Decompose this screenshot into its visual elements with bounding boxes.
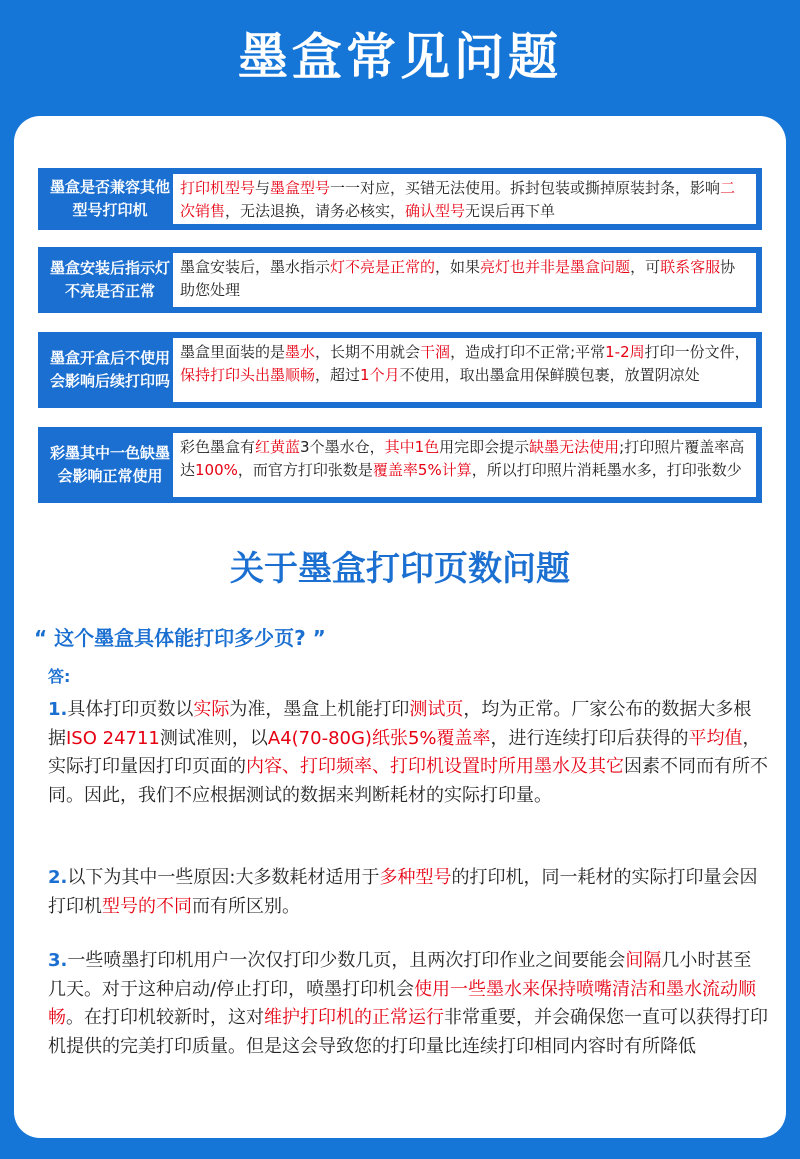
- body-text: 一一对应，买错无法使用。拆封包装或撕掉原装封条，影响: [330, 179, 721, 197]
- faq-row-unused-cartridge: [38, 332, 762, 408]
- paragraph-number: 1.: [48, 699, 68, 720]
- body-text: ，均为正常。厂家公布的数据大多根据: [48, 699, 752, 749]
- highlight-text: 实际: [193, 699, 230, 720]
- paragraph-3: [48, 947, 768, 1061]
- body-text: 而有所区别。: [192, 895, 300, 917]
- highlight-text: 多种型号: [379, 867, 452, 888]
- body-text: 以下为其中一些原因:大多数耗材适用于: [67, 867, 380, 888]
- faq-question: 墨盒安装后指示灯不亮是否正常: [49, 259, 170, 300]
- body-text: ，造成打印不正常;平常: [450, 343, 606, 361]
- body-text: ，无法退换，请务必核实，: [225, 202, 406, 220]
- body-text: ，长期不用就会: [315, 343, 421, 361]
- body-text: 非常重要，并会确保您一直可以获得打印机提供的完美打印质量。但是这会导致您的打印量比连续打印相同内容时有所降低: [48, 1007, 768, 1057]
- highlight-text: 灯不亮是正常的: [330, 258, 436, 276]
- highlight-text: 墨水: [285, 343, 316, 361]
- body-text: ;打印照片覆盖率高达: [180, 438, 745, 479]
- faq-question: 彩墨其中一色缺墨会影响正常使用: [49, 444, 170, 485]
- highlight-text: 使用一些墨水来保持喷嘴清洁和墨水流动顺畅: [48, 978, 757, 1028]
- body-text: ，进行连续打印后获得的: [490, 727, 689, 749]
- paragraph-number: 3.: [48, 950, 68, 971]
- content-card: [14, 116, 786, 1138]
- paragraph-2: [48, 864, 768, 921]
- body-text: ，实际打印量因打印页面的: [48, 727, 761, 777]
- highlight-text: 型号的不同: [102, 895, 192, 917]
- highlight-text: 红黄蓝: [255, 438, 301, 456]
- body-text: ，超过: [315, 366, 361, 384]
- highlight-text: 间隔: [625, 950, 662, 971]
- highlight-text: 1个月: [360, 366, 400, 384]
- faq-answer: [173, 174, 756, 224]
- body-text: 具体打印页数以: [67, 699, 194, 720]
- body-text: 几小时甚至几天。对于这种启动/停止打印，喷墨打印机会: [48, 950, 752, 1000]
- highlight-text: 平均值: [688, 727, 743, 749]
- answer-label: 答:: [48, 667, 71, 686]
- highlight-text: 测试页: [409, 699, 464, 720]
- highlight-text: 墨盒型号: [270, 179, 331, 197]
- body-text: 用完即会提示: [439, 438, 530, 456]
- body-text: 因素不同而有所不同。因此，我们不应根据测试的数据来判断耗材的实际打印量。: [48, 756, 768, 806]
- highlight-text: 1-2周: [605, 343, 645, 361]
- body-text: 不使用，取出墨盒用保鲜膜包裹，放置阴凉处: [399, 366, 700, 384]
- highlight-text: 亮灯也并非是墨盒问题: [480, 258, 631, 276]
- body-text: 与: [255, 179, 271, 197]
- body-text: ，可: [630, 258, 661, 276]
- highlight-text: 联系客服: [660, 258, 721, 276]
- body-text: 为准，墨盒上机能打印: [229, 699, 410, 720]
- faq-answer: [173, 433, 756, 497]
- highlight-text: 覆盖率5%计算: [372, 461, 472, 479]
- highlight-text: ISO 24711: [66, 727, 160, 749]
- paragraph-number: 2.: [48, 867, 68, 888]
- highlight-text: 确认型号: [405, 202, 466, 220]
- highlight-text: 打印机型号: [180, 179, 256, 197]
- faq-answer: [173, 338, 756, 402]
- paragraph-1: [48, 696, 768, 810]
- highlight-text: 维护打印机的正常运行: [264, 1007, 444, 1028]
- faq-question: 墨盒是否兼容其他型号打印机: [49, 178, 170, 219]
- highlight-text: 100%: [195, 461, 238, 479]
- body-text: 墨盒里面装的是: [180, 343, 286, 361]
- highlight-text: 缺墨无法使用: [529, 438, 620, 456]
- body-text: ，所以打印照片消耗墨水多，打印张数少: [471, 461, 742, 479]
- section-title: 关于墨盒打印页数问题: [230, 549, 570, 589]
- body-text: 一些喷墨打印机用户一次仅打印少数几页，且两次打印作业之间要能会: [67, 950, 626, 971]
- faq-row-indicator-light: [38, 247, 762, 313]
- body-text: 。在打印机较新时，这对: [66, 1007, 264, 1028]
- question-quote: “ 这个墨盒具体能打印多少页? ”: [34, 626, 326, 650]
- highlight-text: A4(70-80G)纸张5%覆盖率: [267, 727, 491, 749]
- faq-row-color-ink: [38, 427, 762, 503]
- body-text: ，如果: [435, 258, 481, 276]
- body-text: 打印一份文件，: [644, 343, 750, 361]
- highlight-text: 干涸: [420, 343, 451, 361]
- highlight-text: 内容、打印频率、打印机设置时所用墨水及其它: [246, 756, 624, 777]
- body-text: 无误后再下单: [465, 202, 556, 220]
- highlight-text: 二次销售: [180, 179, 736, 220]
- body-text: 3个墨水仓，: [300, 438, 385, 456]
- body-text: 测试准则，以: [159, 727, 268, 749]
- body-text: 协助您处理: [180, 258, 736, 299]
- faq-question: 墨盒开盒后不使用会影响后续打印吗: [49, 349, 170, 390]
- body-text: ，而官方打印张数是: [237, 461, 373, 479]
- body-text: 的打印机，同一耗材的实际打印量会因打印机: [48, 867, 758, 917]
- faq-answer: [173, 253, 756, 307]
- body-text: 彩色墨盒有: [180, 438, 256, 456]
- page-title: 墨盒常见问题: [238, 28, 562, 86]
- highlight-text: 保持打印头出墨顺畅: [180, 366, 316, 384]
- body-text: 墨盒安装后，墨水指示: [180, 258, 331, 276]
- highlight-text: 其中1色: [384, 438, 440, 456]
- faq-row-compatibility: [38, 168, 762, 230]
